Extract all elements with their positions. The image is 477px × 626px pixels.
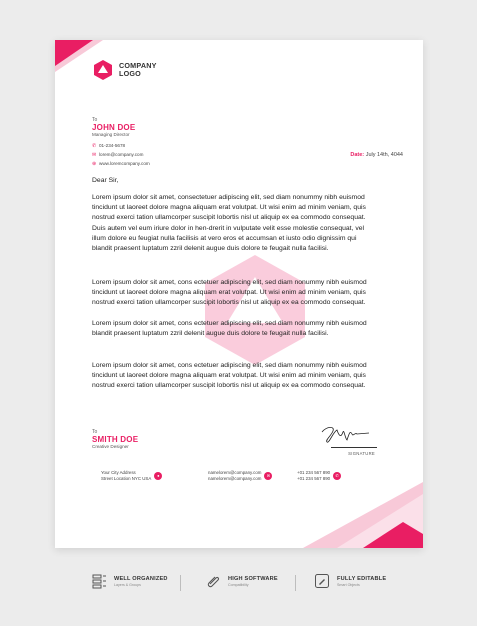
- hexagon-logo-icon: [93, 60, 113, 80]
- footer-address-line1: Your City Address: [101, 470, 136, 475]
- signature-label: SIGNATURE: [348, 451, 375, 456]
- salutation: Dear Sir,: [92, 177, 119, 184]
- company-logo: [93, 60, 157, 80]
- footer-phone: [297, 470, 341, 481]
- footer-address: [101, 470, 162, 481]
- location-icon: ●: [154, 472, 162, 480]
- company-name-line2: LOGO: [119, 69, 141, 78]
- contact-phone: [92, 141, 150, 150]
- contact-email: [92, 150, 150, 159]
- recipient-block: [92, 429, 138, 449]
- sender-to-label: To: [92, 117, 98, 123]
- footer-email-line2: namelorem@company.com: [208, 475, 262, 481]
- mail-icon: ✉: [264, 472, 272, 480]
- recipient-to-label: To: [92, 429, 98, 435]
- date-label: Date:: [350, 152, 365, 158]
- recipient-title: Creative Designer: [92, 444, 129, 449]
- badge-fully-editable: [313, 572, 386, 590]
- letterhead-page: [55, 40, 423, 548]
- corner-decoration-bottom: [303, 482, 423, 548]
- paragraph-2: Lorem ipsum dolor sit amet, cons ectetuer adipiscing elit, sed diam nonummy nibh euismod tincidunt ut laoreet dolore magna aliquam erat volutpat. Ut wisi enim ad minim veniam, quis nostrud exerci tation ullamcorper suscipit lobortis nisl ut aliquip ex ea commodo consequat.: [92, 279, 367, 307]
- paperclip-icon: [204, 572, 222, 590]
- contact-phone-text: 01-234-5678: [99, 143, 126, 148]
- layers-icon: [90, 572, 108, 590]
- footer-email-line1: namelorem@company.com: [208, 470, 262, 475]
- badge-divider-1: [180, 575, 181, 591]
- sender-title: Managing Director: [92, 132, 130, 137]
- contact-website-text: www.loremcompany.com: [99, 161, 150, 166]
- contact-website: [92, 159, 150, 168]
- badge-high-software: [204, 572, 278, 590]
- company-name-line1: COMPANY: [119, 60, 157, 70]
- badge-title-software: HIGH SOFTWARE: [228, 575, 278, 582]
- signature-line: [331, 447, 377, 448]
- handwritten-signature: [319, 422, 371, 446]
- badge-well-organized: [90, 572, 168, 590]
- footer-phone-line2: +01 234 567 890: [297, 475, 331, 481]
- footer-email: [208, 470, 272, 481]
- badge-title-editable: FULLY EDITABLE: [337, 575, 387, 582]
- badge-divider-2: [295, 575, 296, 591]
- footer-address-line2: Street Location NYC USA: [101, 475, 152, 481]
- phone-icon: ✆: [92, 142, 97, 149]
- badge-sub-organized: Layers & Groups: [114, 582, 141, 587]
- contact-email-text: lorem@company.com: [99, 152, 144, 157]
- date-value: July 14th, 4044: [365, 152, 403, 158]
- badge-sub-software: Compatibility: [228, 582, 249, 587]
- globe-icon: ⊕: [92, 160, 97, 167]
- phone-footer-icon: ✆: [333, 472, 341, 480]
- badge-sub-editable: Smart Objects: [337, 582, 360, 587]
- paragraph-3: Lorem ipsum dolor sit amet, cons ectetuer adipiscing elit, sed diam nonummy nibh euismod blandit praesent luptatum zzril delenit augue duis dolore te feugait nulla facilisi.: [92, 320, 367, 338]
- paragraph-4: Lorem ipsum dolor sit amet, cons ectetuer adipiscing elit, sed diam nonummy nibh euismod tincidunt ut laoreet dolore magna aliquam erat volutpat. Ut wisi enim ad minim veniam, quis nostrud exerci tation ullamcorper suscipit lobortis nisl ut aliquip ex ea commodo consequat.: [92, 362, 367, 390]
- edit-icon: [313, 572, 331, 590]
- letter-date: [350, 152, 403, 158]
- sender-block: [92, 117, 150, 168]
- email-icon: ✉: [92, 151, 97, 158]
- footer-phone-line1: +01 234 567 890: [297, 470, 331, 475]
- sender-name: JOHN DOE: [92, 123, 136, 132]
- recipient-name: SMITH DOE: [92, 435, 139, 444]
- badge-title-organized: WELL ORGANIZED: [114, 575, 168, 582]
- logo-watermark: [205, 255, 305, 365]
- paragraph-1: Lorem ipsum dolor sit amet, consectetuer adipiscing elit, sed diam nonummy nibh euismod tincidunt ut laoreet dolore magna aliquam erat volutpat. Ut wisi enim ad minim veniam, quis nostrud exerci tation ullamcorper suscipit lobortis nisl ut aliquip ex ea commodo consequat. Duis autem vel eum iriure dolor in hen-drerit in vulputate velit esse molestie consequat, vel illum dolore eu feugiat nulla facilisis at vero eros et accumsan et iusto odio dignissim qui blandit praesent luptatum zzril delenit augue duis dolore te feugait nulla facilisi.: [92, 194, 366, 253]
